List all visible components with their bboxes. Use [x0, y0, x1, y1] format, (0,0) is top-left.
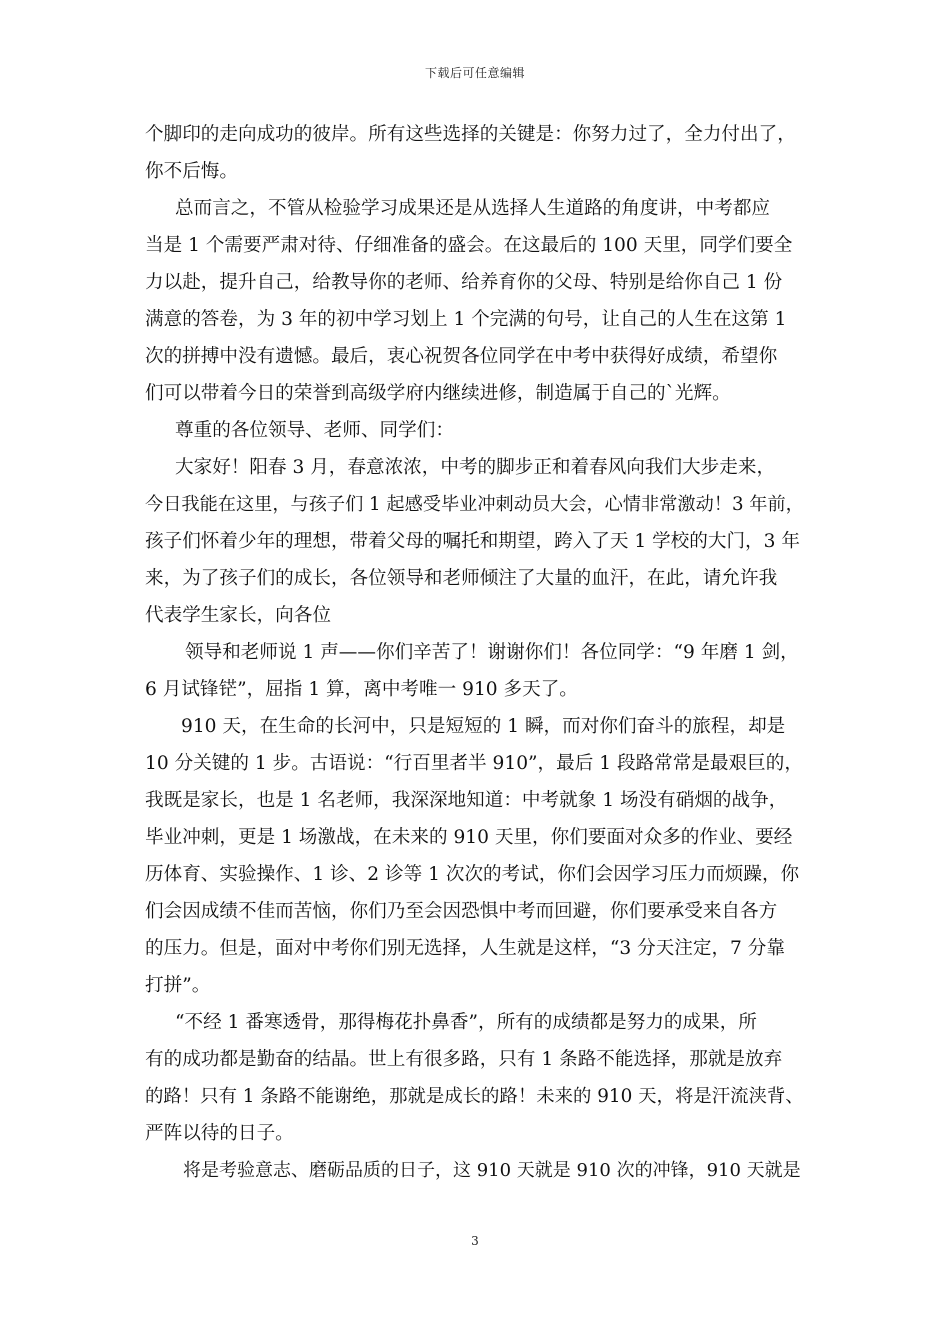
text-line: 代表学生家长，向各位	[145, 605, 331, 626]
text-line: 毕业冲刺，更是 1 场激战，在未来的 910 天里，你们要面对众多的作业、要经	[145, 827, 793, 848]
text-line: 910 天，在生命的长河中，只是短短的 1 瞬，而对你们奋斗的旅程，却是	[181, 716, 786, 737]
text-line: 严阵以待的日子。	[145, 1123, 294, 1144]
text-line: 力以赴，提升自己，给教导你的老师、给养育你的父母、特别是给你自己 1 份	[145, 272, 783, 293]
text-line: 我既是家长，也是 1 名老师，我深深地知道：中考就象 1 场没有硝烟的战争，	[145, 790, 788, 811]
text-line: 的路！只有 1 条路不能谢绝，那就是成长的路！未来的 910 天，将是汗流浃背、	[145, 1086, 804, 1107]
text-line: 有的成功都是勤奋的结晶。世上有很多路，只有 1 条路不能选择，那就是放弃	[145, 1049, 783, 1070]
page-number: 3	[471, 1234, 479, 1248]
text-line: 次的拼搏中没有遗憾。最后，衷心祝贺各位同学在中考中获得好成绩，希望你	[145, 346, 778, 367]
text-line: 打拼”。	[145, 975, 211, 996]
text-line: 领导和老师说 1 声——你们辛苦了！谢谢你们！各位同学：“9 年磨 1 剑，	[185, 642, 799, 663]
text-line: 10 分关键的 1 步。古语说：“行百里者半 910”，最后 1 段路常常是最艰巨的，	[145, 753, 803, 774]
text-line: 们会因成绩不佳而苦恼，你们乃至会因恐惧中考而回避，你们要承受来自各方	[145, 901, 778, 922]
text-line: 满意的答卷，为 3 年的初中学习划上 1 个完满的句号，让自己的人生在这第 1	[145, 309, 787, 330]
text-line: 尊重的各位领导、老师、同学们：	[175, 420, 454, 441]
text-line: 历体育、实验操作、1 诊、2 诊等 1 次次的考试，你们会因学习压力而烦躁，你	[145, 864, 800, 885]
text-line: 孩子们怀着少年的理想，带着父母的嘱托和期望，跨入了天 1 学校的大门，3 年	[145, 531, 800, 552]
text-line: 们可以带着今日的荣誉到高级学府内继续进修，制造属于自己的`光辉。	[145, 383, 731, 404]
text-line: 今日我能在这里，与孩子们 1 起感受毕业冲刺动员大会，心情非常激动！3 年前，	[145, 494, 804, 515]
text-line: 你不后悔。	[145, 161, 238, 182]
text-line: 的压力。但是，面对中考你们别无选择，人生就是这样，“3 分天注定，7 分靠	[145, 938, 785, 959]
text-line: 当是 1 个需要严肃对待、仔细准备的盛会。在这最后的 100 天里，同学们要全	[145, 235, 793, 256]
document-body	[145, 116, 805, 1189]
text-line: 6 月试锋铓”，屈指 1 算，离中考唯一 910 多天了。	[145, 679, 578, 700]
text-line: 将是考验意志、磨砺品质的日子，这 910 天就是 910 次的冲锋，910 天就是	[183, 1160, 801, 1181]
text-line: 个脚印的走向成功的彼岸。所有这些选择的关键是：你努力过了，全力付出了，	[145, 124, 796, 145]
text-line: 总而言之，不管从检验学习成果还是从选择人生道路的角度讲，中考都应	[175, 198, 771, 219]
text-line: “不经 1 番寒透骨，那得梅花扑鼻香”，所有的成绩都是努力的成果，所	[175, 1012, 757, 1033]
text-line: 来，为了孩子们的成长，各位领导和老师倾注了大量的血汗，在此，请允许我	[145, 568, 778, 589]
text-line: 大家好！阳春 3 月，春意浓浓，中考的脚步正和着春风向我们大步走来，	[175, 457, 776, 478]
page-header: 下载后可任意编辑	[424, 66, 525, 80]
